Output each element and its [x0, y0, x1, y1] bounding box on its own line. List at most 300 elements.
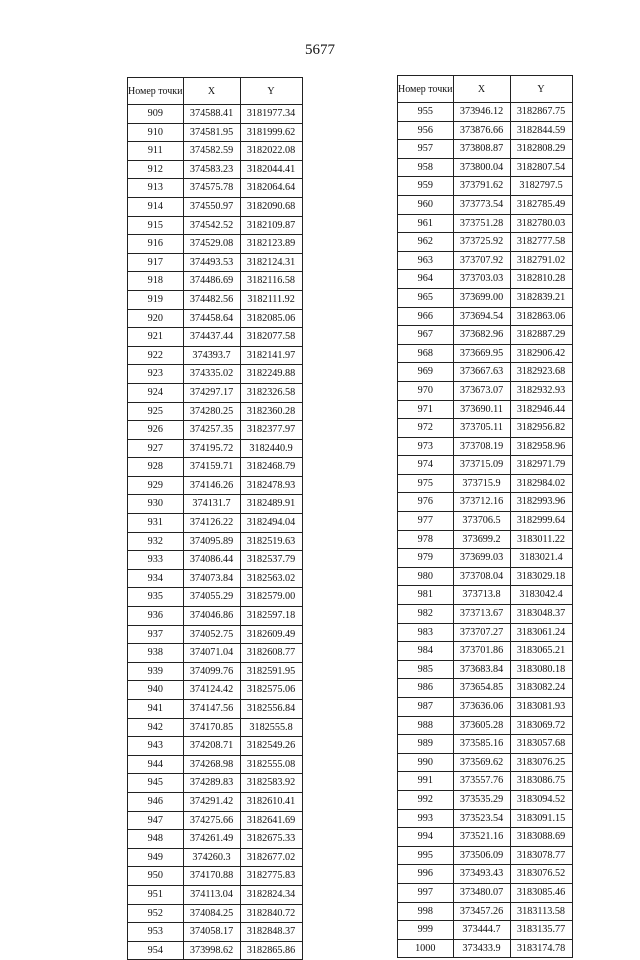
point-number-cell: 925 — [128, 402, 184, 421]
y-cell: 3182999.64 — [510, 512, 572, 531]
x-cell: 373707.92 — [453, 251, 510, 270]
table-row — [128, 737, 303, 756]
table-row — [398, 214, 573, 233]
x-cell: 373690.11 — [453, 400, 510, 419]
x-cell: 374482.56 — [183, 290, 240, 309]
header-point-number: Номер точки — [398, 76, 454, 103]
point-number-cell: 913 — [128, 179, 184, 198]
point-number-cell: 967 — [398, 326, 454, 345]
y-cell: 3183076.25 — [510, 753, 572, 772]
x-cell: 373712.16 — [453, 493, 510, 512]
x-cell: 373706.5 — [453, 512, 510, 531]
y-cell: 3183174.78 — [510, 939, 572, 958]
point-number-cell: 964 — [398, 270, 454, 289]
point-number-cell: 950 — [128, 867, 184, 886]
point-number-cell: 924 — [128, 383, 184, 402]
point-number-cell: 922 — [128, 346, 184, 365]
table-row — [398, 344, 573, 363]
table-row — [398, 809, 573, 828]
x-cell: 374297.17 — [183, 383, 240, 402]
x-cell: 373457.26 — [453, 902, 510, 921]
table-row — [128, 700, 303, 719]
y-cell: 3182326.58 — [240, 383, 302, 402]
x-cell: 373699.2 — [453, 530, 510, 549]
page-number: 5677 — [305, 42, 335, 58]
y-cell: 3182555.8 — [240, 718, 302, 737]
x-cell: 374086.44 — [183, 551, 240, 570]
y-cell: 3183094.52 — [510, 790, 572, 809]
x-cell: 374131.7 — [183, 495, 240, 514]
y-cell: 3182249.88 — [240, 365, 302, 384]
table-row — [398, 698, 573, 717]
point-number-cell: 958 — [398, 158, 454, 177]
point-number-cell: 918 — [128, 272, 184, 291]
table-row — [128, 755, 303, 774]
x-cell: 374493.53 — [183, 253, 240, 272]
x-cell: 374529.08 — [183, 235, 240, 254]
table-row — [128, 662, 303, 681]
point-number-cell: 972 — [398, 419, 454, 438]
table-row — [398, 400, 573, 419]
table-row — [128, 328, 303, 347]
table-row — [398, 530, 573, 549]
table-row — [398, 474, 573, 493]
table-header-row — [398, 76, 573, 103]
x-cell: 373444.7 — [453, 921, 510, 940]
x-cell: 374159.71 — [183, 458, 240, 477]
point-number-cell: 960 — [398, 195, 454, 214]
y-cell: 3182489.91 — [240, 495, 302, 514]
y-cell: 3182956.82 — [510, 419, 572, 438]
y-cell: 3182064.64 — [240, 179, 302, 198]
y-cell: 3182797.5 — [510, 177, 572, 196]
y-cell: 3182848.37 — [240, 923, 302, 942]
x-cell: 373636.06 — [453, 698, 510, 717]
table-row — [398, 586, 573, 605]
y-cell: 3182597.18 — [240, 607, 302, 626]
point-number-cell: 996 — [398, 865, 454, 884]
x-cell: 374046.86 — [183, 607, 240, 626]
table-row — [128, 811, 303, 830]
point-number-cell: 956 — [398, 121, 454, 140]
y-cell: 3182478.93 — [240, 476, 302, 495]
x-cell: 374280.25 — [183, 402, 240, 421]
table-row — [128, 476, 303, 495]
table-row — [128, 290, 303, 309]
point-number-cell: 943 — [128, 737, 184, 756]
x-cell: 373707.27 — [453, 623, 510, 642]
y-cell: 3182775.83 — [240, 867, 302, 886]
x-cell: 374208.71 — [183, 737, 240, 756]
table-row — [398, 419, 573, 438]
y-cell: 3182923.68 — [510, 363, 572, 382]
y-cell: 3183021.4 — [510, 549, 572, 568]
x-cell: 373535.29 — [453, 790, 510, 809]
y-cell: 3183057.68 — [510, 735, 572, 754]
table-row — [128, 383, 303, 402]
table-row — [398, 158, 573, 177]
table-row — [128, 848, 303, 867]
y-cell: 3183076.52 — [510, 865, 572, 884]
y-cell: 3183085.46 — [510, 883, 572, 902]
x-cell: 374542.52 — [183, 216, 240, 235]
table-row — [398, 140, 573, 159]
point-number-cell: 940 — [128, 681, 184, 700]
x-cell: 374195.72 — [183, 439, 240, 458]
x-cell: 373699.00 — [453, 288, 510, 307]
point-number-cell: 957 — [398, 140, 454, 159]
table-row — [398, 567, 573, 586]
point-number-cell: 973 — [398, 437, 454, 456]
point-number-cell: 993 — [398, 809, 454, 828]
point-number-cell: 990 — [398, 753, 454, 772]
y-cell: 3182824.34 — [240, 885, 302, 904]
point-number-cell: 941 — [128, 700, 184, 719]
y-cell: 3183078.77 — [510, 846, 572, 865]
point-number-cell: 919 — [128, 290, 184, 309]
header-x: X — [183, 78, 240, 105]
y-cell: 3182556.84 — [240, 700, 302, 719]
table-row — [128, 421, 303, 440]
table-row — [128, 867, 303, 886]
table-row — [398, 642, 573, 661]
x-cell: 374257.35 — [183, 421, 240, 440]
x-cell: 374291.42 — [183, 792, 240, 811]
point-number-cell: 944 — [128, 755, 184, 774]
y-cell: 3182022.08 — [240, 142, 302, 161]
table-row — [398, 679, 573, 698]
y-cell: 3182808.29 — [510, 140, 572, 159]
table-row — [128, 197, 303, 216]
point-number-cell: 984 — [398, 642, 454, 661]
y-cell: 3182085.06 — [240, 309, 302, 328]
point-number-cell: 934 — [128, 569, 184, 588]
point-number-cell: 995 — [398, 846, 454, 865]
y-cell: 3182109.87 — [240, 216, 302, 235]
point-number-cell: 981 — [398, 586, 454, 605]
point-number-cell: 976 — [398, 493, 454, 512]
x-cell: 374113.04 — [183, 885, 240, 904]
header-point-number: Номер точки — [128, 78, 184, 105]
point-number-cell: 935 — [128, 588, 184, 607]
x-cell: 374335.02 — [183, 365, 240, 384]
header-y: Y — [510, 76, 572, 103]
point-number-cell: 933 — [128, 551, 184, 570]
y-cell: 3182844.59 — [510, 121, 572, 140]
x-cell: 374124.42 — [183, 681, 240, 700]
x-cell: 373506.09 — [453, 846, 510, 865]
x-cell: 373725.92 — [453, 233, 510, 252]
table-row — [398, 605, 573, 624]
table-row — [128, 402, 303, 421]
y-cell: 3182609.49 — [240, 625, 302, 644]
y-cell: 3183081.93 — [510, 698, 572, 717]
x-cell: 373699.03 — [453, 549, 510, 568]
x-cell: 373557.76 — [453, 772, 510, 791]
x-cell: 374260.3 — [183, 848, 240, 867]
x-cell: 373682.96 — [453, 326, 510, 345]
x-cell: 374582.59 — [183, 142, 240, 161]
point-number-cell: 999 — [398, 921, 454, 940]
x-cell: 374052.75 — [183, 625, 240, 644]
y-cell: 3182116.58 — [240, 272, 302, 291]
table-row — [128, 625, 303, 644]
table-body-left — [128, 105, 303, 960]
x-cell: 373669.95 — [453, 344, 510, 363]
x-cell: 373705.11 — [453, 419, 510, 438]
point-number-cell: 982 — [398, 605, 454, 624]
table-row — [398, 846, 573, 865]
x-cell: 374170.88 — [183, 867, 240, 886]
table-row — [128, 681, 303, 700]
point-number-cell: 932 — [128, 532, 184, 551]
x-cell: 373667.63 — [453, 363, 510, 382]
point-number-cell: 928 — [128, 458, 184, 477]
point-number-cell: 977 — [398, 512, 454, 531]
table-row — [398, 381, 573, 400]
table-body-right — [398, 103, 573, 958]
table-row — [398, 195, 573, 214]
table-row — [398, 233, 573, 252]
table-row — [128, 830, 303, 849]
point-number-cell: 914 — [128, 197, 184, 216]
y-cell: 3182610.41 — [240, 792, 302, 811]
y-cell: 3182575.06 — [240, 681, 302, 700]
y-cell: 3182549.26 — [240, 737, 302, 756]
x-cell: 374071.04 — [183, 644, 240, 663]
table-row — [398, 326, 573, 345]
y-cell: 3182810.28 — [510, 270, 572, 289]
x-cell: 374095.89 — [183, 532, 240, 551]
point-number-cell: 946 — [128, 792, 184, 811]
y-cell: 3182906.42 — [510, 344, 572, 363]
x-cell: 374073.84 — [183, 569, 240, 588]
point-number-cell: 942 — [128, 718, 184, 737]
x-cell: 374084.25 — [183, 904, 240, 923]
table-row — [128, 105, 303, 124]
x-cell: 374575.78 — [183, 179, 240, 198]
x-cell: 373876.66 — [453, 121, 510, 140]
point-number-cell: 971 — [398, 400, 454, 419]
x-cell: 373701.86 — [453, 642, 510, 661]
table-row — [398, 493, 573, 512]
x-cell: 373791.62 — [453, 177, 510, 196]
x-cell: 374393.7 — [183, 346, 240, 365]
coordinates-table-left — [127, 77, 303, 960]
table-row — [398, 103, 573, 122]
point-number-cell: 980 — [398, 567, 454, 586]
y-cell: 3182077.58 — [240, 328, 302, 347]
x-cell: 374058.17 — [183, 923, 240, 942]
table-row — [128, 885, 303, 904]
x-cell: 374289.83 — [183, 774, 240, 793]
y-cell: 3181977.34 — [240, 105, 302, 124]
x-cell: 374588.41 — [183, 105, 240, 124]
y-cell: 3182641.69 — [240, 811, 302, 830]
x-cell: 374486.69 — [183, 272, 240, 291]
table-row — [398, 939, 573, 958]
y-cell: 3182468.79 — [240, 458, 302, 477]
x-cell: 373673.07 — [453, 381, 510, 400]
point-number-cell: 983 — [398, 623, 454, 642]
table-row — [398, 512, 573, 531]
table-row — [128, 123, 303, 142]
table-row — [128, 588, 303, 607]
x-cell: 373751.28 — [453, 214, 510, 233]
y-cell: 3182579.00 — [240, 588, 302, 607]
y-cell: 3182563.02 — [240, 569, 302, 588]
point-number-cell: 994 — [398, 828, 454, 847]
x-cell: 374147.56 — [183, 700, 240, 719]
point-number-cell: 991 — [398, 772, 454, 791]
x-cell: 374458.64 — [183, 309, 240, 328]
x-cell: 374055.29 — [183, 588, 240, 607]
x-cell: 374099.76 — [183, 662, 240, 681]
x-cell: 373683.84 — [453, 660, 510, 679]
y-cell: 3183065.21 — [510, 642, 572, 661]
y-cell: 3183086.75 — [510, 772, 572, 791]
x-cell: 374581.95 — [183, 123, 240, 142]
point-number-cell: 911 — [128, 142, 184, 161]
point-number-cell: 937 — [128, 625, 184, 644]
y-cell: 3182360.28 — [240, 402, 302, 421]
point-number-cell: 959 — [398, 177, 454, 196]
x-cell: 373800.04 — [453, 158, 510, 177]
point-number-cell: 985 — [398, 660, 454, 679]
point-number-cell: 975 — [398, 474, 454, 493]
y-cell: 3182677.02 — [240, 848, 302, 867]
point-number-cell: 949 — [128, 848, 184, 867]
point-number-cell: 947 — [128, 811, 184, 830]
point-number-cell: 961 — [398, 214, 454, 233]
point-number-cell: 927 — [128, 439, 184, 458]
y-cell: 3182583.92 — [240, 774, 302, 793]
y-cell: 3183048.37 — [510, 605, 572, 624]
table-row — [398, 251, 573, 270]
x-cell: 374268.98 — [183, 755, 240, 774]
point-number-cell: 970 — [398, 381, 454, 400]
y-cell: 3182785.49 — [510, 195, 572, 214]
x-cell: 373585.16 — [453, 735, 510, 754]
point-number-cell: 992 — [398, 790, 454, 809]
x-cell: 373713.67 — [453, 605, 510, 624]
x-cell: 373433.9 — [453, 939, 510, 958]
point-number-cell: 962 — [398, 233, 454, 252]
x-cell: 373703.03 — [453, 270, 510, 289]
table-row — [128, 235, 303, 254]
coordinates-table-right — [397, 75, 573, 958]
y-cell: 3182958.96 — [510, 437, 572, 456]
table-row — [128, 272, 303, 291]
table-row — [128, 904, 303, 923]
table-row — [398, 790, 573, 809]
table-row — [398, 623, 573, 642]
point-number-cell: 963 — [398, 251, 454, 270]
y-cell: 3182993.96 — [510, 493, 572, 512]
y-cell: 3183061.24 — [510, 623, 572, 642]
y-cell: 3182377.97 — [240, 421, 302, 440]
x-cell: 373773.54 — [453, 195, 510, 214]
x-cell: 373998.62 — [183, 941, 240, 960]
y-cell: 3182971.79 — [510, 456, 572, 475]
y-cell: 3182887.29 — [510, 326, 572, 345]
y-cell: 3182777.58 — [510, 233, 572, 252]
y-cell: 3182675.33 — [240, 830, 302, 849]
point-number-cell: 926 — [128, 421, 184, 440]
x-cell: 373808.87 — [453, 140, 510, 159]
table-row — [128, 718, 303, 737]
point-number-cell: 939 — [128, 662, 184, 681]
point-number-cell: 923 — [128, 365, 184, 384]
table-row — [398, 363, 573, 382]
y-cell: 3182867.75 — [510, 103, 572, 122]
y-cell: 3183080.18 — [510, 660, 572, 679]
table-row — [398, 772, 573, 791]
y-cell: 3183088.69 — [510, 828, 572, 847]
point-number-cell: 969 — [398, 363, 454, 382]
table-row — [128, 792, 303, 811]
table-row — [398, 921, 573, 940]
y-cell: 3182780.03 — [510, 214, 572, 233]
y-cell: 3182932.93 — [510, 381, 572, 400]
table-row — [398, 660, 573, 679]
y-cell: 3182124.31 — [240, 253, 302, 272]
point-number-cell: 966 — [398, 307, 454, 326]
y-cell: 3181999.62 — [240, 123, 302, 142]
table-row — [128, 458, 303, 477]
y-cell: 3182440.9 — [240, 439, 302, 458]
point-number-cell: 974 — [398, 456, 454, 475]
point-number-cell: 989 — [398, 735, 454, 754]
y-cell: 3182111.92 — [240, 290, 302, 309]
point-number-cell: 938 — [128, 644, 184, 663]
table-row — [128, 439, 303, 458]
point-number-cell: 930 — [128, 495, 184, 514]
y-cell: 3182839.21 — [510, 288, 572, 307]
table-row — [128, 179, 303, 198]
x-cell: 374437.44 — [183, 328, 240, 347]
y-cell: 3183113.58 — [510, 902, 572, 921]
point-number-cell: 936 — [128, 607, 184, 626]
point-number-cell: 987 — [398, 698, 454, 717]
point-number-cell: 921 — [128, 328, 184, 347]
y-cell: 3182807.54 — [510, 158, 572, 177]
point-number-cell: 917 — [128, 253, 184, 272]
point-number-cell: 954 — [128, 941, 184, 960]
y-cell: 3183082.24 — [510, 679, 572, 698]
header-x: X — [453, 76, 510, 103]
x-cell: 373708.19 — [453, 437, 510, 456]
table-row — [398, 753, 573, 772]
x-cell: 374126.22 — [183, 514, 240, 533]
y-cell: 3182090.68 — [240, 197, 302, 216]
header-y: Y — [240, 78, 302, 105]
y-cell: 3182984.02 — [510, 474, 572, 493]
point-number-cell: 916 — [128, 235, 184, 254]
x-cell: 374550.97 — [183, 197, 240, 216]
y-cell: 3183042.4 — [510, 586, 572, 605]
table-row — [128, 142, 303, 161]
x-cell: 373715.9 — [453, 474, 510, 493]
table-row — [128, 551, 303, 570]
point-number-cell: 988 — [398, 716, 454, 735]
y-cell: 3182044.41 — [240, 160, 302, 179]
x-cell: 373523.54 — [453, 809, 510, 828]
point-number-cell: 929 — [128, 476, 184, 495]
y-cell: 3182123.89 — [240, 235, 302, 254]
point-number-cell: 968 — [398, 344, 454, 363]
point-number-cell: 951 — [128, 885, 184, 904]
